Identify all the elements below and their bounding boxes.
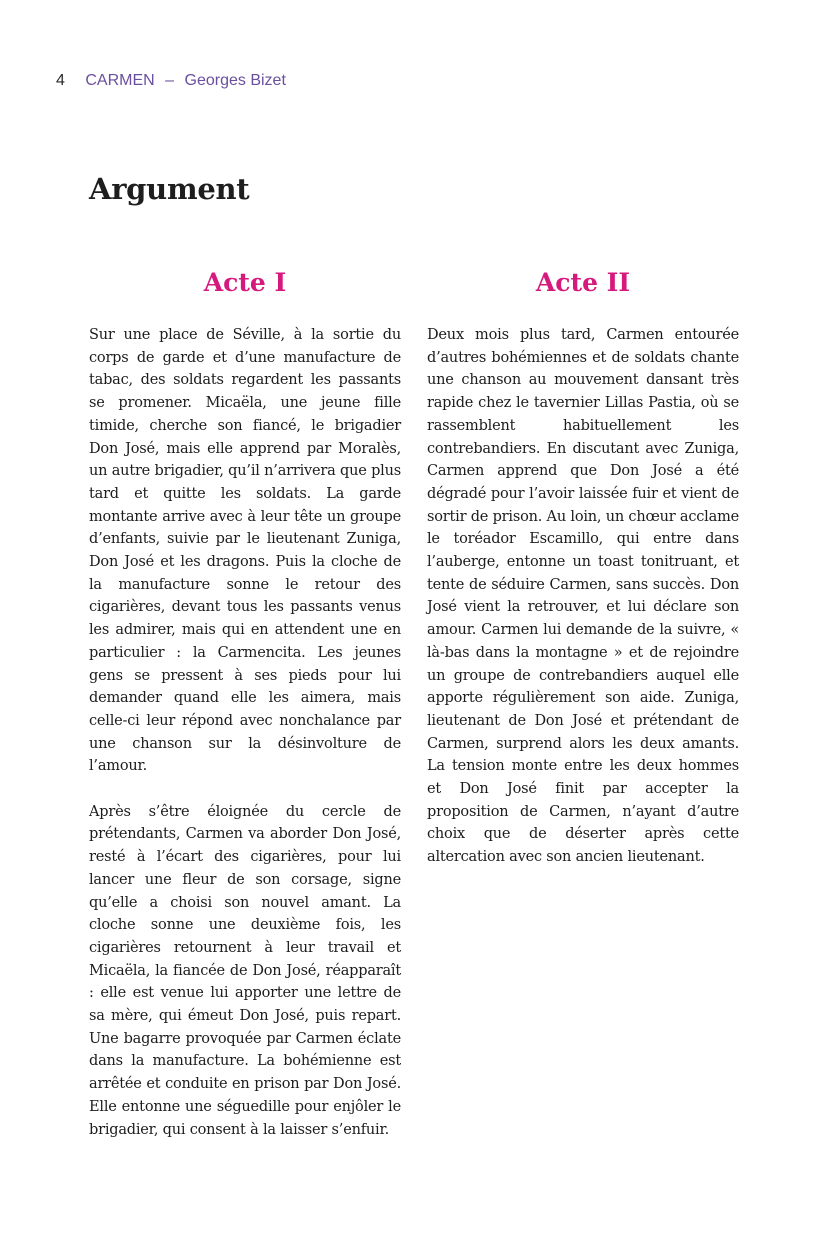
- act-1-column: [89, 324, 401, 1141]
- section-title: Argument: [89, 172, 250, 206]
- act-1-heading: Acte I: [203, 268, 287, 297]
- header-title: CARMEN: [85, 72, 155, 89]
- page-number: 4: [56, 72, 65, 89]
- header-separator: –: [165, 72, 175, 89]
- act-2-paragraph-1: Deux mois plus tard, Carmen entourée d’autres bohémiennes et de soldats chante une chanson au mouvement dansant très rapide chez le tavernier Lillas Pastia, où se rassemblent habituellement les contrebandiers. En discutant avec Zuniga, Carmen apprend que Don José a été dégradé pour l’avoir laissée fuir et vient de sortir de prison. Au loin, un chœur acclame le toréador Escamillo, qui entre dans l’auberge, entonne un toast tonitruant, et tente de séduire Carmen, sans succès. Don José vient la retrouver, et lui déclare son amour. Carmen lui demande de la suivre, « là-bas dans la montagne » et de rejoindre un groupe de contrebandiers auquel elle apporte régulièrement son aide. Zuniga, lieutenant de Don José et prétendant de Carmen, surprend alors les deux amants. La tension monte entre les deux hommes et Don José finit par accepter la proposition de Carmen, n’ayant d’autre choix que de déserter après cette altercation avec son ancien lieutenant.: [427, 327, 740, 866]
- act-2-heading: Acte II: [535, 268, 631, 297]
- act-1-paragraph-1: Sur une place de Séville, à la sortie du corps de garde et d’une manufacture de tabac, des soldats regardent les passants se promener. Micaëla, une jeune fille timide, cherche son fiancé, le brigadier Don José, mais elle apprend par Moralès, un autre brigadier, qu’il n’arrivera que plus tard et quitte les soldats. La garde montante arrive avec à leur tête un groupe d’enfants, suivie par le lieutenant Zuniga, Don José et les dragons. Puis la cloche de la manufacture sonne le retour des cigarières, devant tous les passants venus les admirer, mais qui en attendent une en particulier : la Carmencita. Les jeunes gens se pressent à ses pieds pour lui demander quand elle les aimera, mais celle-ci leur répond avec nonchalance par une chanson sur la désinvolture de l’amour.: [89, 327, 401, 775]
- header-composer: Georges Bizet: [184, 72, 286, 89]
- act-1-paragraph-2: Après s’être éloignée du cercle de prétendants, Carmen va aborder Don José, resté à l’écart des cigarières, pour lui lancer une fleur de son corsage, signe qu’elle a choisi son nouvel amant. La cloche sonne une deuxième fois, les cigarières retournent à leur travail et Micaëla, la fiancée de Don José, réapparaît : elle est venue lui apporter une lettre de sa mère, qui émeut Don José, puis repart. Une bagarre provoquée par Carmen éclate dans la manufacture. La bohémienne est arrêtée et conduite en prison par Don José. Elle entonne une séguedille pour enjôler le brigadier, qui consent à la laisser s’enfuir.: [89, 803, 401, 1138]
- running-header: [56, 72, 286, 90]
- act-2-column: [427, 324, 739, 869]
